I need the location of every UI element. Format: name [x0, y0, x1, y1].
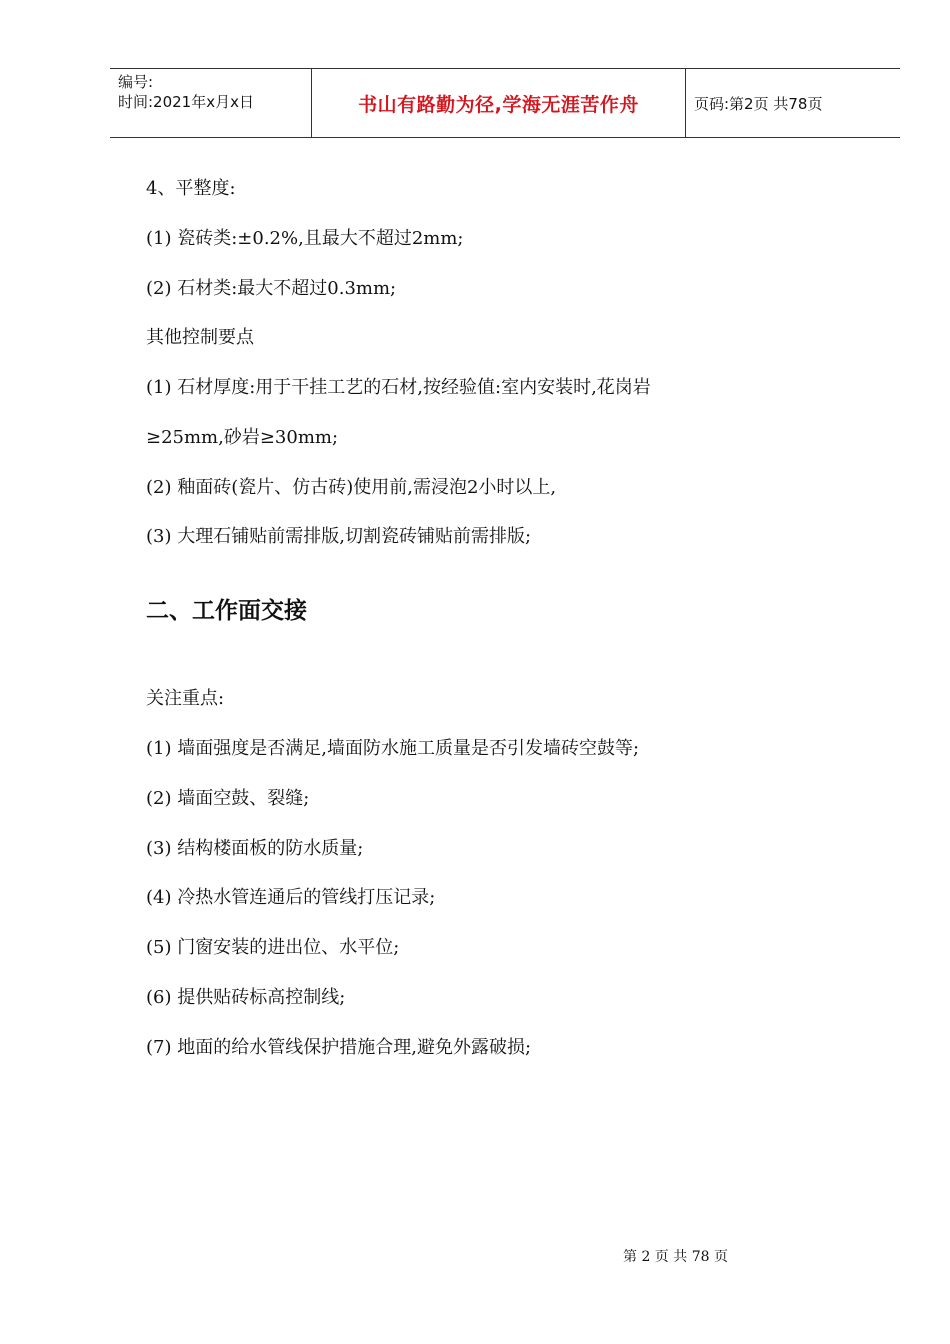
flatness-title: 4、平整度: — [146, 178, 236, 199]
focus-item: (5) 门窗安装的进出位、水平位; — [146, 937, 400, 958]
focus-title: 关注重点: — [146, 688, 225, 709]
other-point-2: (2) 釉面砖(瓷片、仿古砖)使用前,需浸泡2小时以上, — [146, 477, 557, 498]
header-motto: 书山有路勤为径,学海无涯苦作舟 — [358, 93, 639, 116]
header-number-label: 编号: — [118, 73, 154, 91]
flatness-item-2: (2) 石材类:最大不超过0.3mm; — [146, 278, 397, 299]
focus-item: (6) 提供贴砖标高控制线; — [146, 987, 346, 1008]
other-point-1-line1: (1) 石材厚度:用于干挂工艺的石材,按经验值:室内安装时,花岗岩 — [146, 377, 651, 398]
other-point-1-line2: ≥25mm,砂岩≥30mm; — [146, 427, 339, 448]
page-header — [110, 68, 900, 138]
header-page-cell — [686, 69, 900, 137]
focus-item: (4) 冷热水管连通后的管线打压记录; — [146, 887, 436, 908]
header-page-info: 页码:第2页 共78页 — [694, 94, 823, 113]
header-time-label: 时间:2021年x月x日 — [118, 93, 254, 111]
focus-item: (1) 墙面强度是否满足,墙面防水施工质量是否引发墙砖空鼓等; — [146, 738, 640, 759]
focus-item: (3) 结构楼面板的防水质量; — [146, 838, 364, 859]
other-points-title: 其他控制要点 — [146, 327, 254, 348]
focus-item: (2) 墙面空鼓、裂缝; — [146, 788, 310, 809]
flatness-item-1: (1) 瓷砖类:±0.2%,且最大不超过2mm; — [146, 228, 464, 249]
header-meta-cell — [110, 69, 312, 137]
header-motto-cell — [312, 69, 686, 137]
section-heading: 二、工作面交接 — [146, 598, 307, 624]
focus-item: (7) 地面的给水管线保护措施合理,避免外露破损; — [146, 1037, 532, 1058]
footer-page-number: 第 2 页 共 78 页 — [623, 1249, 728, 1265]
other-point-3: (3) 大理石铺贴前需排版,切割瓷砖铺贴前需排版; — [146, 526, 532, 547]
